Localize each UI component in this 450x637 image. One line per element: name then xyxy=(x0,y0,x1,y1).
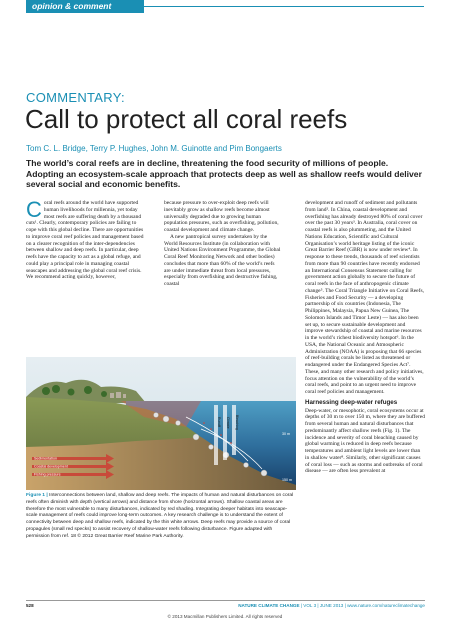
paragraph: Deep-water, or mesophotic, coral ecosystems occur at depths of 30 m to over 150 m, where they are buffered from several human and natural disturbances that predominantly affect shallow reefs (Fig. 1). The incidence and severity of coral bleaching caused by global warming is reduced in deep reefs because temperatures and ambient light levels are lower than in shallow water⁸. Similarly, other significant causes of coral loss — such as storms and outbreaks of coral disease — are often less prevalent at xyxy=(305,407,425,475)
label-30m: 30 m xyxy=(282,432,290,436)
body-column-2 xyxy=(164,200,282,288)
article-kicker: COMMENTARY: xyxy=(26,90,125,105)
section-subhead: Harnessing deep-water refuges xyxy=(305,398,398,406)
footer-rule xyxy=(26,600,425,601)
page-footer xyxy=(26,603,425,612)
header-rule xyxy=(144,6,424,7)
article-authors: Tom C. L. Bridge, Terry P. Hughes, John M. Guinotte and Pim Bongaerts xyxy=(26,144,282,153)
caption-text: Interconnections between land, shallow and deep reefs. The impacts of human and natural disturbances on coral reefs often diminish with depth (vertical arrows) and distance from shore (horizontal arrows). Shallow coastal areas are therefore the most vulnerable to many disturbances, indicated by red shading. Integrating deeper habitats into seascape-scale management of reefs could improve long-term outcomes. A key research challenge is to understand the extent of connectivity between deep and shallow reefs, indicated by the thin white arrows. Deep reefs may provide a source of coral propagules (small red specks) to assist recovery of shallow-water reefs following disturbance. Figure adapted with permission from ref. 18 © 2012 Great Barrier Reef Marine Park Authority. xyxy=(26,493,294,539)
label-bleaching: Bleaching xyxy=(235,415,239,430)
figure-caption xyxy=(26,493,296,541)
label-runoff: Runoff xyxy=(217,417,221,427)
paragraph: because pressure to over-exploit deep reefs will inevitably grow as shallow reefs become almost universally degraded due to growing human population pressures, such as overfishing, pollution, coastal development and climate change. xyxy=(164,200,279,233)
page-number: 528 xyxy=(26,603,34,608)
article-standfirst: The world’s coral reefs are in decline, threatening the food security of millions of people. Adopting an ecosystem-scale approach that protects deep as well as shallow reefs would deliver several social and economic benefits. xyxy=(26,158,422,190)
paragraph: Coral reefs around the world have supported human livelihoods for millennia, yet today most reefs are suffering death by a thousand cuts¹. Clearly, contemporary policies are failing to cope with this global decline. There are opportunities to improve coral reef policies and management based on a clearer recognition of the inter-dependencies between shallow and deep reefs. In particular, deep reefs have the capacity to act as a global refuge, and could play a principal role in managing coastal seascapes and addressing the global coral reef crisis. We recommend acting quickly, however, xyxy=(26,197,144,281)
body-column-3 xyxy=(305,200,425,475)
section-tab xyxy=(26,0,144,13)
body-column-1 xyxy=(26,197,144,281)
label-fishing: Fishing pressure xyxy=(34,472,61,477)
paragraph: A new pantropical survey undertaken by the World Resources Institute (in collaboration with United Nations Environment Programme, the Global Coral Reef Monitoring Network and other bodies) concludes that more than 60% of the world’s reefs are under immediate threat from local pressures, especially from overfishing and destructive fishing, coastal xyxy=(164,233,281,287)
paragraph: development and runoff of sediment and pollutants from land². In China, coastal development and overfishing has already destroyed 80% of coral cover over the past 30 years³. In Australia, coral cover on coastal reefs is also plummeting, and the United Nations Education, Scientific and Cultural Organisation’s world heritage listing of the iconic Great Barrier Reef (GBR) is now under review⁴. In response to these trends, thousands of reef scientists from more than 90 countries have recently endorsed an International Consensus Statement calling for government action globally to secure the future of coral reefs in the face of anthropogenic climate change⁵. The Coral Triangle Initiative on Coral Reefs, Fisheries and Food Security — a developing partnership of six countries (Indonesia, The Philippines, Malaysia, Papua New Guinea, The Solomon Islands and Timor Leste) — has also been set up, to secure sustainable development and improve stewardship of coastal and marine resources in the world’s richest biodiversity hotspot⁶. In the USA, the National Oceanic and Atmospheric Administration (NOAA) is proposing that 66 species of reef-building corals be listed as threatened or endangered under the Endangered Species Act⁷. These, and many other research and policy initiatives, focus attention on the vulnerability of the world’s coral reefs, and point to an urgent need to improve coral reef policies and management. xyxy=(305,200,424,395)
figure-1 xyxy=(26,357,296,490)
section-label: opinion & comment xyxy=(32,1,112,11)
issue-info: | VOL 3 | JUNE 2013 | www.nature.com/natureclimatechange xyxy=(299,603,425,608)
drop-cap: C xyxy=(26,197,42,222)
label-coastal: Coastal development xyxy=(34,464,68,469)
reef-seascape-illustration xyxy=(26,357,296,490)
label-150m: 150 m xyxy=(282,478,292,482)
label-climate: Climate xyxy=(226,417,230,429)
article-title: Call to protect all coral reefs xyxy=(25,104,348,134)
journal-name: NATURE CLIMATE CHANGE xyxy=(238,603,300,608)
section-header xyxy=(0,0,450,13)
label-sedimentation: Sedimentation xyxy=(34,456,57,461)
copyright-notice: © 2013 Macmillan Publishers Limited. All rights reserved xyxy=(167,614,283,619)
caption-label: Figure 1 | xyxy=(26,493,48,498)
journal-info xyxy=(238,603,425,608)
